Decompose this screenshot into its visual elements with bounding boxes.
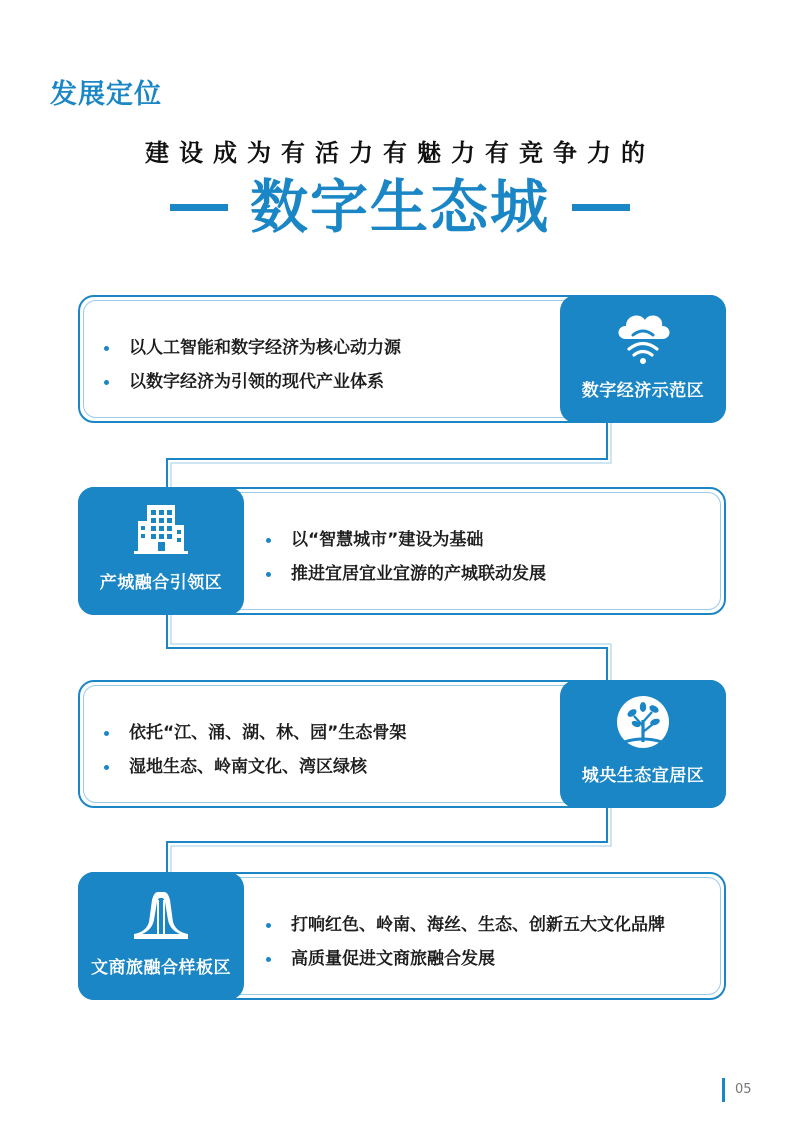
list-item (262, 908, 665, 942)
badge-digital-economy (560, 295, 726, 423)
headline-text: 数字生态城 (249, 173, 550, 241)
bullet-list (262, 908, 665, 976)
bullet-text: 打响红色、岭南、海丝、生态、创新五大文化品牌 (291, 915, 665, 935)
card-digital-economy (78, 295, 726, 423)
bullet-dot (266, 923, 271, 928)
list-item (262, 942, 665, 976)
list-item (100, 716, 406, 750)
bullet-list (100, 716, 406, 784)
bullet-dot (266, 538, 271, 543)
office-building-icon (130, 501, 192, 557)
bullet-dot (266, 572, 271, 577)
page-number: 05 (722, 1078, 752, 1102)
list-item (100, 365, 401, 399)
section-title: 发展定位 (50, 79, 162, 110)
bullet-text: 依托“江、涌、湖、林、园”生态骨架 (129, 723, 407, 743)
bullet-dot (104, 346, 109, 351)
list-item (100, 750, 406, 784)
subtitle: 建设成为有活力有魅力有竞争力的 (145, 139, 655, 167)
badge-label: 数字经济示范区 (581, 381, 705, 401)
badge-culture-tourism (78, 872, 244, 1000)
bullet-dot (104, 765, 109, 770)
badge-label: 文商旅融合样板区 (91, 958, 231, 978)
bridge-arch-icon (130, 886, 192, 942)
bullet-text: 推进宜居宜业宜游的产城联动发展 (291, 564, 546, 584)
bullet-text: 以人工智能和数字经济为核心动力源 (129, 338, 401, 358)
list-item (100, 331, 401, 365)
bullet-text: 以“智慧城市”建设为基础 (291, 530, 484, 550)
bullet-text: 以数字经济为引领的现代产业体系 (129, 372, 384, 392)
cloud-wifi-icon (612, 309, 674, 365)
bullet-dot (266, 957, 271, 962)
list-item (262, 557, 546, 591)
list-item (262, 523, 546, 557)
badge-industry-city (78, 487, 244, 615)
bullet-dot (104, 380, 109, 385)
bullet-text: 高质量促进文商旅融合发展 (291, 949, 495, 969)
bullet-text: 湿地生态、岭南文化、湾区绿核 (129, 757, 367, 777)
badge-eco-living (560, 680, 726, 808)
bullet-list (100, 331, 401, 399)
badge-label: 产城融合引领区 (99, 573, 223, 593)
tree-ecology-icon (612, 694, 674, 750)
bullet-list (262, 523, 546, 591)
card-eco-living (78, 680, 726, 808)
card-industry-city (78, 487, 726, 615)
badge-label: 城央生态宜居区 (581, 766, 705, 786)
card-culture-tourism (78, 872, 726, 1000)
bullet-dot (104, 731, 109, 736)
